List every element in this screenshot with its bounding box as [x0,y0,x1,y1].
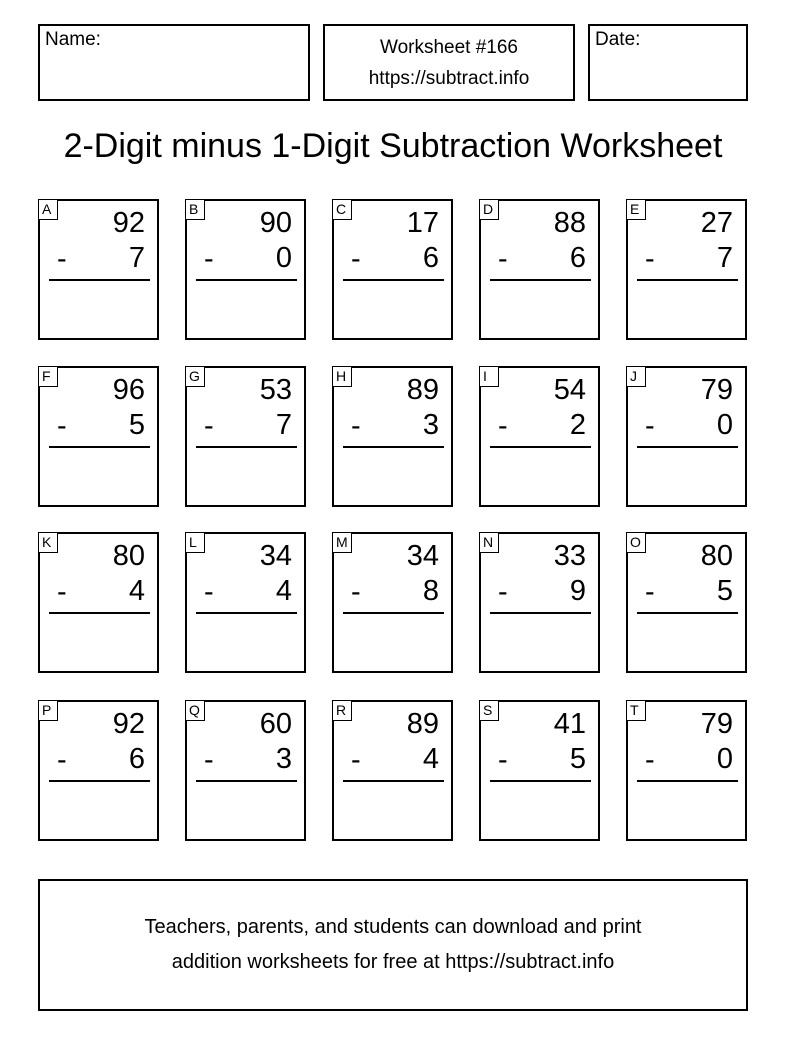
worksheet-url: https://subtract.info [368,68,530,89]
answer-line [49,279,150,281]
problem-box[interactable] [38,199,159,340]
footer-line-1: Teachers, parents, and students can download and print [144,916,642,938]
minuend: 79 [700,374,733,406]
worksheet-title: 2-Digit minus 1-Digit Subtraction Worksheet [63,127,723,165]
minuend: 80 [700,540,733,572]
minus-sign: - [351,243,361,275]
answer-line [49,446,150,448]
subtrahend: 3 [422,409,439,441]
problem-label: S [479,700,499,721]
minus-sign: - [204,744,214,776]
name-field[interactable] [38,24,310,101]
minus-sign: - [645,410,655,442]
footer-line-2: addition worksheets for free at https://subtract.info [171,951,615,973]
minus-sign: - [57,576,67,608]
minuend: 80 [112,540,145,572]
minuend: 54 [553,374,586,406]
problem-box[interactable] [626,532,747,673]
answer-line [196,279,297,281]
minuend: 41 [553,708,586,740]
subtrahend: 0 [275,242,292,274]
problem-box[interactable] [38,700,159,841]
minus-sign: - [204,243,214,275]
problem-box[interactable] [332,366,453,507]
problem-label: R [332,700,352,721]
problem-label: T [626,700,646,721]
minus-sign: - [351,744,361,776]
subtrahend: 4 [128,575,145,607]
problem-label: M [332,532,352,553]
problem-box[interactable] [626,700,747,841]
minus-sign: - [57,243,67,275]
problem-label: G [185,366,205,387]
subtrahend: 6 [422,242,439,274]
problem-box[interactable] [38,532,159,673]
subtrahend: 0 [716,409,733,441]
subtrahend: 6 [128,743,145,775]
minus-sign: - [498,410,508,442]
problem-box[interactable] [332,532,453,673]
problem-label: I [479,366,499,387]
answer-line [490,780,591,782]
problem-box[interactable] [626,366,747,507]
problem-label: J [626,366,646,387]
problem-box[interactable] [479,700,600,841]
minus-sign: - [645,576,655,608]
problem-box[interactable] [332,199,453,340]
answer-line [637,780,738,782]
minuend: 34 [406,540,439,572]
minuend: 60 [259,708,292,740]
answer-line [196,780,297,782]
problem-label: Q [185,700,205,721]
minuend: 90 [259,207,292,239]
answer-line [49,612,150,614]
name-label: Name: [45,29,101,50]
answer-line [49,780,150,782]
minuend: 96 [112,374,145,406]
problem-label: D [479,199,499,220]
subtrahend: 2 [569,409,586,441]
subtrahend: 8 [422,575,439,607]
subtrahend: 7 [275,409,292,441]
problem-box[interactable] [185,366,306,507]
subtrahend: 6 [569,242,586,274]
minus-sign: - [57,744,67,776]
minus-sign: - [351,576,361,608]
minus-sign: - [204,576,214,608]
minus-sign: - [498,576,508,608]
minuend: 33 [553,540,586,572]
subtrahend: 5 [128,409,145,441]
problem-label: C [332,199,352,220]
answer-line [196,612,297,614]
answer-line [343,279,444,281]
minus-sign: - [204,410,214,442]
subtrahend: 0 [716,743,733,775]
date-field[interactable] [588,24,748,101]
subtrahend: 7 [128,242,145,274]
answer-line [637,279,738,281]
answer-line [490,612,591,614]
problem-label: L [185,532,205,553]
problem-label: F [38,366,58,387]
date-label: Date: [595,29,641,50]
minus-sign: - [57,410,67,442]
minuend: 89 [406,708,439,740]
problem-box[interactable] [185,532,306,673]
footer-box [38,879,748,1011]
problem-box[interactable] [626,199,747,340]
minuend: 92 [112,207,145,239]
problem-box[interactable] [185,700,306,841]
minuend: 79 [700,708,733,740]
problem-box[interactable] [479,199,600,340]
worksheet-info-box [323,24,575,101]
answer-line [490,446,591,448]
problem-box[interactable] [479,366,600,507]
problem-label: P [38,700,58,721]
minuend: 53 [259,374,292,406]
minuend: 89 [406,374,439,406]
problem-label: B [185,199,205,220]
minuend: 88 [553,207,586,239]
problem-box[interactable] [185,199,306,340]
subtrahend: 5 [569,743,586,775]
problem-box[interactable] [479,532,600,673]
minus-sign: - [498,243,508,275]
minus-sign: - [351,410,361,442]
subtrahend: 4 [422,743,439,775]
answer-line [637,612,738,614]
minus-sign: - [645,744,655,776]
problem-box[interactable] [38,366,159,507]
minus-sign: - [645,243,655,275]
subtrahend: 4 [275,575,292,607]
problem-box[interactable] [332,700,453,841]
subtrahend: 7 [716,242,733,274]
minus-sign: - [498,744,508,776]
answer-line [343,780,444,782]
subtrahend: 5 [716,575,733,607]
answer-line [196,446,297,448]
problem-label: H [332,366,352,387]
worksheet-number: Worksheet #166 [379,37,518,58]
minuend: 27 [700,207,733,239]
problem-label: O [626,532,646,553]
minuend: 17 [406,207,439,239]
problem-label: N [479,532,499,553]
problem-label: K [38,532,58,553]
answer-line [343,612,444,614]
minuend: 92 [112,708,145,740]
subtrahend: 9 [569,575,586,607]
minuend: 34 [259,540,292,572]
problem-label: A [38,199,58,220]
answer-line [490,279,591,281]
answer-line [637,446,738,448]
subtrahend: 3 [275,743,292,775]
answer-line [343,446,444,448]
problem-label: E [626,199,646,220]
